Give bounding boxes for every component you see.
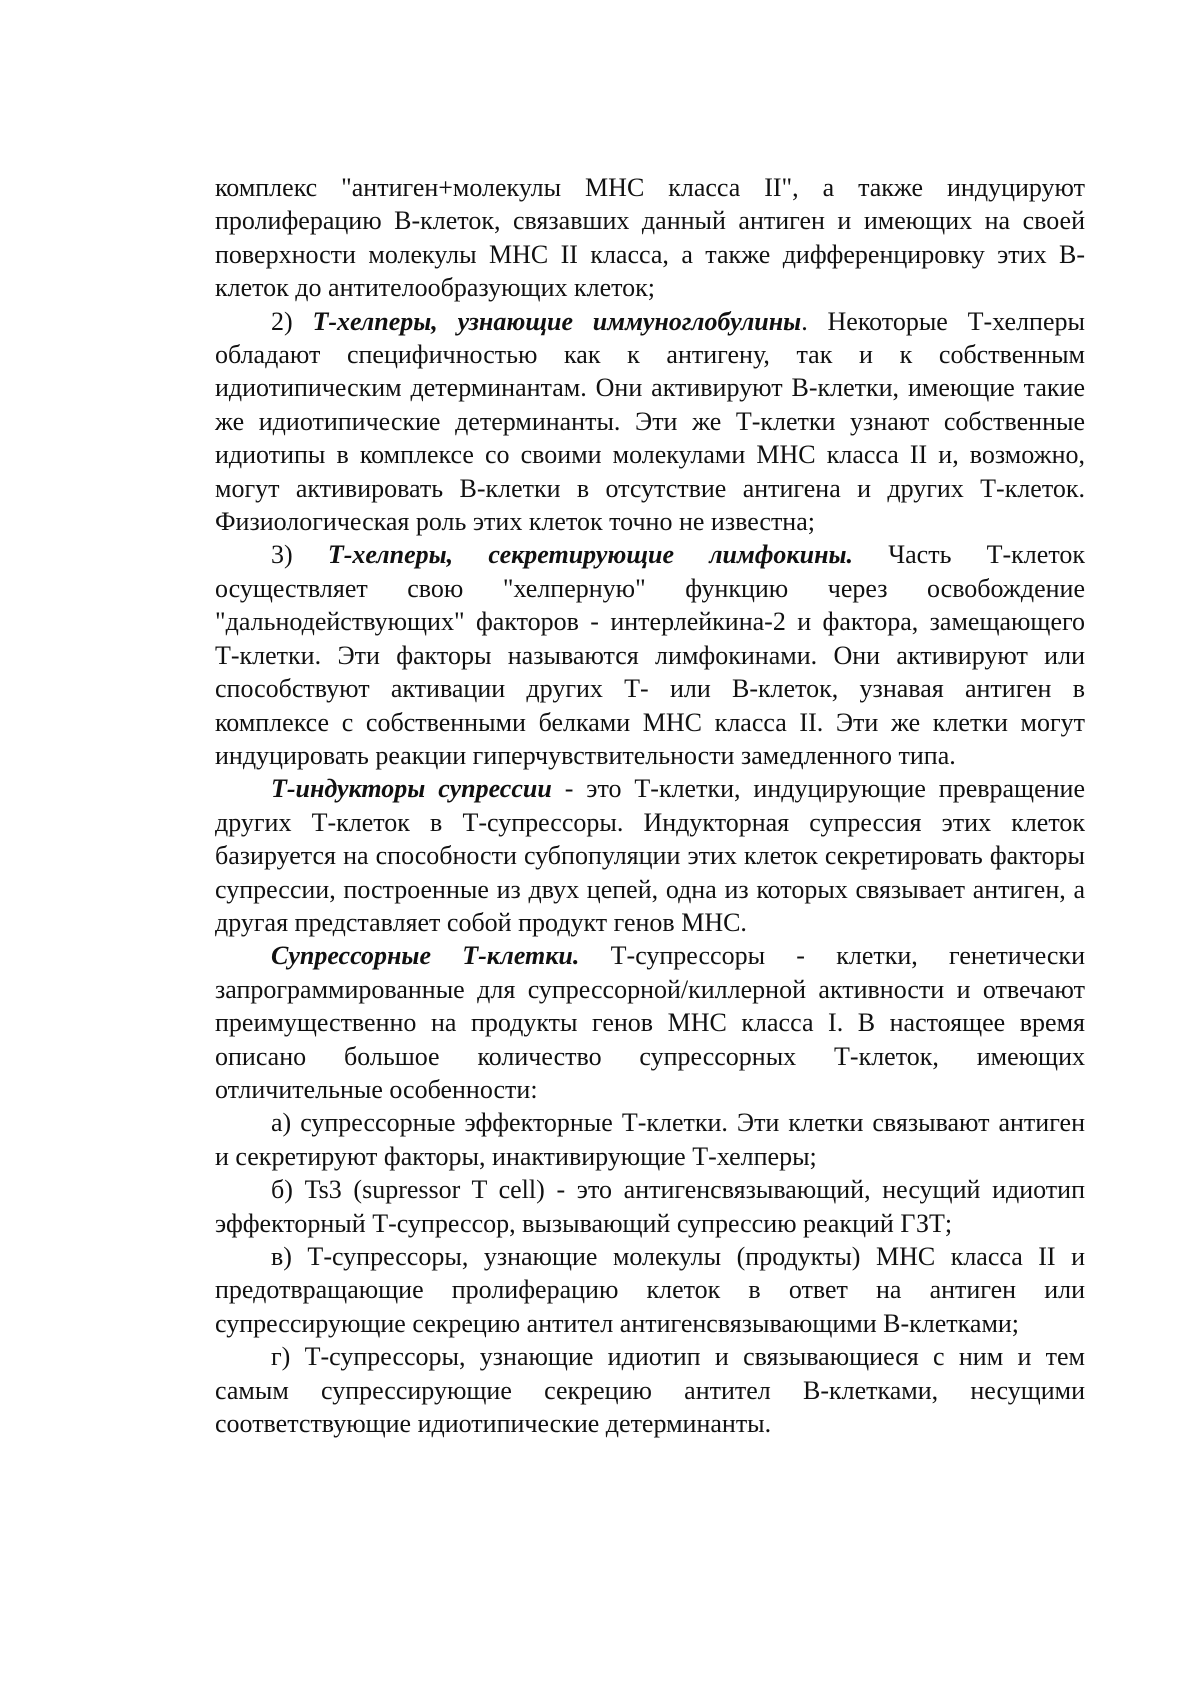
paragraph <box>215 305 1085 539</box>
paragraph-text: в) Т-супрессоры, узнающие молекулы (продукты) МНС класса II и предотвращающие пролиферацию клеток в ответ на антиген или супрессирующие секрецию антител антигенсвязывающими В-клетками; <box>215 1242 1085 1338</box>
list-item <box>215 1106 1085 1173</box>
paragraph <box>215 772 1085 939</box>
term-heading: Т-хелперы, секретирующие лимфокины. <box>327 540 854 570</box>
paragraph-text: а) супрессорные эффекторные Т-клетки. Эти клетки связывают антиген и секретируют факторы, инактивирующие Т-хелперы; <box>215 1108 1085 1171</box>
paragraph-text: - это Т-клетки, индуцирующие превращение других Т-клеток в Т-супрессоры. Индукторная супрессия этих клеток базируется на способности субпопуляции этих клеток секретировать факторы супрессии, построенные из двух цепей, одна из которых связывает антиген, а другая представляет собой продукт генов МНС. <box>215 774 1085 937</box>
list-item <box>215 1173 1085 1240</box>
body-text <box>215 171 1085 1440</box>
list-item <box>215 1340 1085 1440</box>
paragraph-text: комплекс "антиген+молекулы МНС класса II", а также индуцируют пролиферацию В-клеток, связавших данный антиген и имеющих на своей поверхности молекулы МНС II класса, а также дифференцировку этих В-клеток до антителообразующих клеток; <box>215 173 1085 303</box>
list-item <box>215 1240 1085 1340</box>
paragraph-text: Т-супрессоры - клетки, генетически запрограммированные для супрессорной/киллерной активности и отвечают преимущественно на продукты генов МНС класса I. В настоящее время описано большое количество супрессорных Т-клеток, имеющих отличительные особенности: <box>215 941 1085 1104</box>
paragraph-prefix: 3) <box>271 540 328 570</box>
paragraph-text: г) Т-супрессоры, узнающие идиотип и связывающиеся с ним и тем самым супрессирующие секрецию антител В-клетками, несущими соответствующие идиотипические детерминанты. <box>215 1342 1085 1439</box>
paragraph-text: . Некоторые Т-хелперы обладают специфичностью как к антигену, так и к собственным идиотипическим детерминантам. Они активируют В-клетки, имеющие такие же идиотипические детерминанты. Эти же Т-клетки узнают собственные идиотипы в комплексе со своими молекулами МНС класса II и, возможно, могут активировать В-клетки в отсутствие антигена и других Т-клеток. Физиологическая роль этих клеток точно не известна; <box>215 306 1085 537</box>
paragraph-prefix: 2) <box>271 306 313 336</box>
term-heading: Супрессорные Т-клетки. <box>271 941 580 971</box>
paragraph-text: Часть Т-клеток осуществляет свою "хелперную" функцию через освобождение "дальнодействующих" факторов - интерлейкина-2 и фактора, замещающего Т-клетки. Эти факторы называются лимфокинами. Они активируют или способствуют активации других Т- или В-клеток, узнавая антиген в комплексе с собственными белками МНС класса II. Эти же клетки могут индуцировать реакции гиперчувствительности замедленного типа. <box>215 540 1085 770</box>
term-heading: Т-индукторы супрессии <box>271 774 552 804</box>
paragraph-text: б) Ts3 (supressor T cell) - это антигенсвязывающий, несущий идиотип эффекторный Т-супрессор, вызывающий супрессию реакций ГЗТ; <box>215 1175 1085 1238</box>
paragraph <box>215 939 1085 1106</box>
paragraph <box>215 538 1085 772</box>
paragraph <box>215 171 1085 305</box>
term-heading: Т-хелперы, узнающие иммуноглобулины <box>312 306 802 336</box>
